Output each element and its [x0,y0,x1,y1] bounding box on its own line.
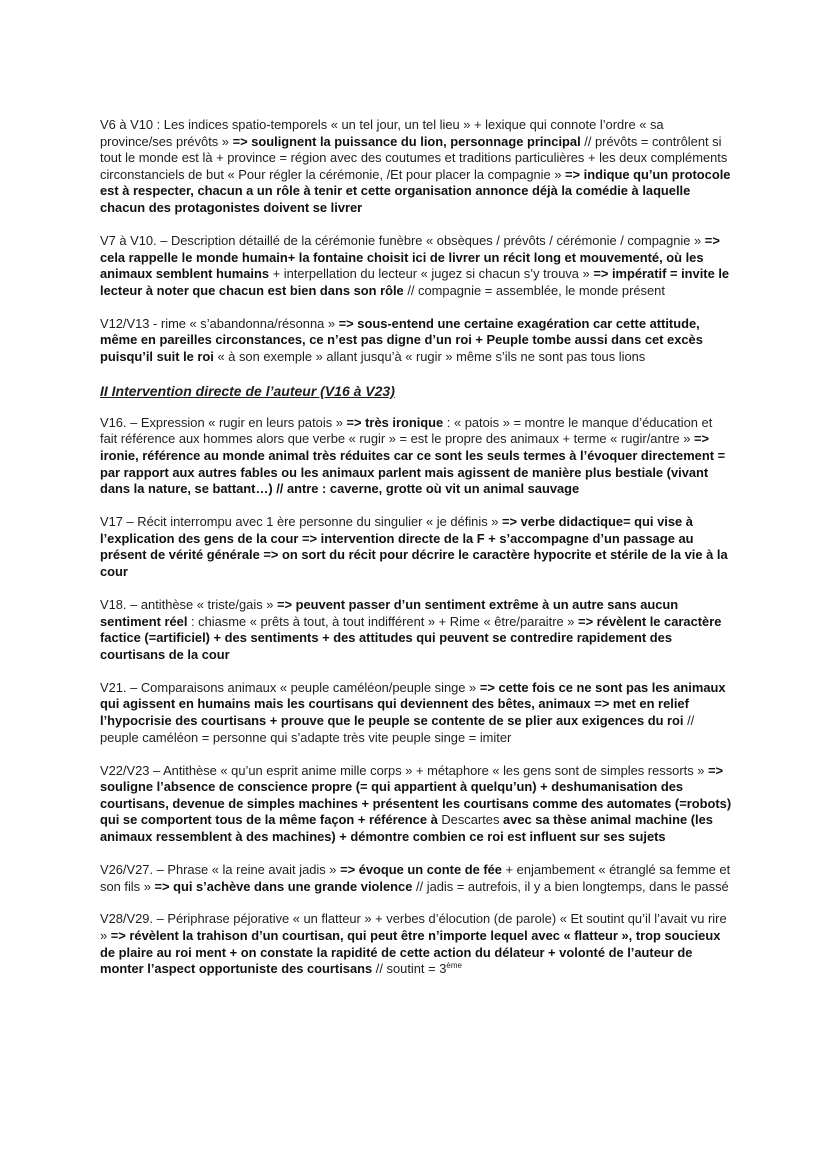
bold-analysis-text: => impératif = invite le lecteur à noter que chacun est bien dans son rôle [100,266,730,298]
bold-analysis-text: => soulignent la puissance du lion, personnage principal [232,133,581,149]
plain-text: V21. – Comparaisons animaux « peuple caméléon/peuple singe » [100,679,480,695]
plain-text: + interpellation du lecteur « jugez si chacun s’y trouva » [269,266,594,282]
bold-analysis-text: => peuvent passer d’un sentiment extrême à un autre sans aucun sentiment réel [100,597,679,629]
bold-analysis-text: => sous-entend une certaine exagération car cette attitude, même en pareilles circonstances, ce n’est pas digne d’un roi + Peuple tombe aussi dans cet excès puisqu’il suit le roi [100,315,703,364]
paragraph-group-part-one [100,117,732,366]
bold-analysis-text: => cela rappelle le monde humain+ la fontaine choisit ici de livrer un récit long et mouvementé, où les animaux semblent humains [100,232,720,282]
section-title: II Intervention directe de l’auteur (V16 à V23) [100,382,395,399]
bold-analysis-text: => très ironique [346,414,444,430]
plain-text: V16. – Expression « rugir en leurs patois » [100,414,347,430]
plain-text: V17 – Récit interrompu avec 1 ère personne du singulier « je définis » [100,514,502,530]
paragraph [100,514,732,580]
bold-analysis-text: => verbe didactique= qui vise à l’explication des gens de la cour => intervention directe de la F + s’accompagne d’un passage au présent de vérité générale => on sort du récit pour décrire le caractère hypocrite et stérile de la vie à la cour [100,514,728,580]
plain-text: // compagnie = assemblée, le monde présent [403,282,665,298]
paragraph [100,233,732,299]
plain-text: // peuple caméléon = personne qui s’adapte très vite peuple singe = imiter [100,712,695,745]
plain-text: « à son exemple » allant jusqu’à « rugir » même s’ils ne sont pas tous lions [213,348,646,364]
plain-text: // soutint = 3 [372,961,447,977]
paragraph [100,911,732,977]
bold-analysis-text: => ironie, référence au monde animal très réduites car ce sont les seuls termes à l’évoquer directement = par rapport aux autres fables ou les animaux parlent mais agissent de manière plus bestiale (vivant dans la nature, se battant…) // antre : caverne, grotte où vit un animal sauvage [100,431,726,497]
bold-analysis-text: => révèlent le caractère factice (=artificiel) + des sentiments + des attitudes qui peuvent se contredire rapidement des courtisans de la cour [100,613,722,662]
paragraph [100,597,732,663]
plain-text: // prévôts = contrôlent si tout le monde est là + province = région avec des coutumes et traditions particulières + les deux compléments circonstanciels de but « Pour régler la cérémonie, /Et pour placer la compagnie » [100,133,728,182]
paragraph [100,316,732,366]
plain-text: : chiasme « prêts à tout, à tout indifférent » + Rime « être/paraitre » [187,613,579,629]
plain-text: V7 à V10. – Description détaillé de la cérémonie funèbre « obsèques / prévôts / cérémonie / compagnie » [100,232,705,248]
bold-analysis-text: => révèlent la trahison d’un courtisan, qui peut être n’importe lequel avec « flatteur », trop soucieux de plaire au roi ment + on constate la rapidité de cette action du délateur + volonté de l’auteur de monter l’aspect opportuniste des courtisans [100,928,721,977]
plain-text: V6 à V10 : Les indices spatio-temporels « un tel jour, un tel lieu » + lexique qui connote l’ordre « sa province/ses prévôts » [100,117,664,149]
paragraph [100,117,732,217]
bold-analysis-text: => cette fois ce ne sont pas les animaux qui agissent en humains mais les courtisans qui deviennent des bêtes, animaux => met en relief l’hypocrisie des courtisans + prouve que le peuple se contente de se plier aux exigences du roi [100,679,726,728]
paragraph-group-part-two [100,415,732,978]
plain-text: V22/V23 – Antithèse « qu’un esprit anime mille corps » + métaphore « les gens sont de simples ressorts » [100,762,708,778]
bold-analysis-text: => souligne l’absence de conscience propre (= qui appartient à quelqu’un) + deshumanisation des courtisans, devenue de simples machines + présentent les courtisans comme des automates (=robots) qui se comportent tous de la même façon + référence à [100,762,732,828]
superscript-text: ème [446,961,462,971]
plain-text: Descartes [437,812,503,828]
plain-text: V18. – antithèse « triste/gais » [100,597,277,613]
plain-text: V12/V13 - rime « s’abandonna/résonna » [100,315,339,331]
paragraph [100,862,732,895]
plain-text: // jadis = autrefois, il y a bien longtemps, dans le passé [412,878,729,894]
bold-analysis-text: avec sa thèse animal machine (les animaux ressemblent à des machines) + démontre combien ce roi est influent sur ses sujets [100,812,713,844]
plain-text: + enjambement « étranglé sa femme et son fils » [100,861,731,894]
bold-analysis-text: => qui s’achève dans une grande violence [154,878,413,894]
plain-text: V28/V29. – Périphrase péjorative « un flatteur » + verbes d’élocution (de parole) « Et soutint qu’il l’avait vu rire » [100,911,727,944]
paragraph [100,415,732,498]
paragraph [100,680,732,746]
bold-analysis-text: => indique qu’un protocole est à respecter, chacun a un rôle à tenir et cette organisation annonce déjà la comédie à laquelle chacun des protagonistes doivent se livrer [100,166,731,215]
plain-text: V26/V27. – Phrase « la reine avait jadis » [100,861,341,877]
paragraph [100,763,732,846]
bold-analysis-text: => évoque un conte de fée [340,861,502,877]
plain-text: : « patois » = montre le manque d’éducation et fait référence aux hommes alors que verbe « rugir » = est le propre des animaux + terme « rugir/antre » [100,414,713,447]
